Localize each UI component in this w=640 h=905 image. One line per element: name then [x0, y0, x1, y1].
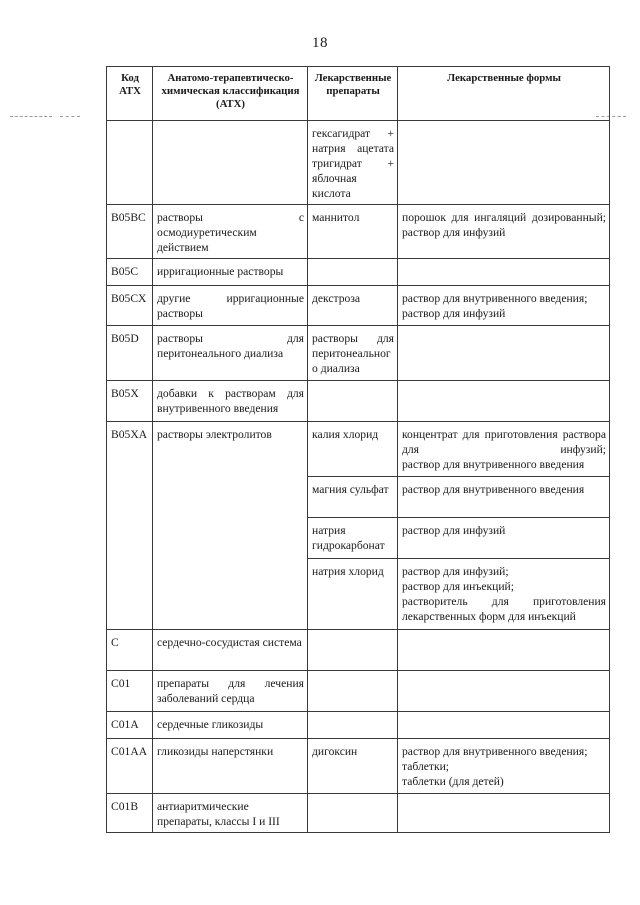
- form-line: растворитель для приготовления лекарственных форм для инъекций: [402, 595, 606, 623]
- form-line: раствор для инфузий;: [402, 565, 509, 578]
- cell-classification: другие ирригационные растворы: [153, 286, 308, 326]
- cell-code: C01B: [107, 794, 153, 833]
- cell-forms: [398, 205, 610, 259]
- form-line: раствор для инфузий: [402, 307, 506, 320]
- cell-classification: добавки к растворам для внутривенного введения: [153, 381, 308, 422]
- cell-code: B05BC: [107, 205, 153, 259]
- table-row: [107, 739, 610, 794]
- form-line: порошок для ингаляций дозированный;: [402, 211, 606, 224]
- form-line: раствор для инъекций;: [402, 580, 514, 593]
- scan-artifact-line: [10, 116, 52, 117]
- table-row: [107, 326, 610, 381]
- atx-table: [106, 66, 610, 833]
- table-row: [107, 630, 610, 671]
- cell-drug: натрия гидрокарбонат: [308, 518, 398, 559]
- cell-forms: [398, 259, 610, 286]
- cell-forms: [398, 630, 610, 671]
- cell-code: B05D: [107, 326, 153, 381]
- cell-code: C01A: [107, 712, 153, 739]
- cell-drug: натрия хлорид: [308, 559, 398, 630]
- table-row: [107, 286, 610, 326]
- cell-forms: [398, 559, 610, 630]
- cell-code: B05CX: [107, 286, 153, 326]
- cell-drug: [308, 630, 398, 671]
- form-line: раствор для инфузий: [402, 226, 506, 239]
- cell-drug: магния сульфат: [308, 477, 398, 518]
- cell-code: C01AA: [107, 739, 153, 794]
- header-drugs: Лекарственные препараты: [308, 67, 398, 121]
- table-header-row: [107, 67, 610, 121]
- cell-drug: [308, 671, 398, 712]
- table-row: [107, 794, 610, 833]
- table-row: [107, 422, 610, 477]
- cell-classification: сердечные гликозиды: [153, 712, 308, 739]
- cell-forms: [398, 381, 610, 422]
- cell-code: B05X: [107, 381, 153, 422]
- cell-code: C01: [107, 671, 153, 712]
- cell-forms: [398, 712, 610, 739]
- cell-drug: дигоксин: [308, 739, 398, 794]
- cell-classification: сердечно-сосудистая система: [153, 630, 308, 671]
- form-line: раствор для внутривенного введения: [402, 483, 585, 496]
- cell-classification: растворы с осмодиуретическим действием: [153, 205, 308, 259]
- cell-classification: [153, 121, 308, 205]
- cell-drug: растворы для перитонеального диализа: [308, 326, 398, 381]
- cell-code: [107, 121, 153, 205]
- scan-artifact-line: [60, 116, 80, 117]
- form-line: раствор для внутривенного введения;: [402, 745, 588, 758]
- header-code: Код АТХ: [107, 67, 153, 121]
- cell-classification: ирригационные растворы: [153, 259, 308, 286]
- form-line: таблетки (для детей): [402, 775, 504, 788]
- form-line: раствор для инфузий: [402, 524, 506, 537]
- cell-forms: [398, 671, 610, 712]
- table-row: [107, 381, 610, 422]
- cell-forms: [398, 794, 610, 833]
- cell-forms: [398, 286, 610, 326]
- table-row: [107, 712, 610, 739]
- cell-classification: препараты для лечения заболеваний сердца: [153, 671, 308, 712]
- cell-classification: антиаритмические препараты, классы I и III: [153, 794, 308, 833]
- form-line: раствор для внутривенного введения;: [402, 292, 588, 305]
- cell-drug: гексагидрат + натрия ацетата тригидрат + яблочная кислота: [308, 121, 398, 205]
- table-row: [107, 259, 610, 286]
- cell-drug: [308, 712, 398, 739]
- cell-code: B05XA: [107, 422, 153, 630]
- cell-drug: [308, 794, 398, 833]
- table-row: [107, 671, 610, 712]
- table-row: [107, 121, 610, 205]
- form-line: таблетки;: [402, 760, 450, 773]
- cell-forms: [398, 121, 610, 205]
- cell-drug: калия хлорид: [308, 422, 398, 477]
- cell-code: B05C: [107, 259, 153, 286]
- cell-forms: [398, 422, 610, 477]
- cell-drug: [308, 259, 398, 286]
- page-number: 18: [312, 35, 328, 51]
- cell-drug: маннитол: [308, 205, 398, 259]
- cell-forms: [398, 518, 610, 559]
- cell-classification: растворы электролитов: [153, 422, 308, 630]
- form-line: концентрат для приготовления раствора для инфузий;: [402, 428, 606, 456]
- cell-forms: [398, 739, 610, 794]
- header-classification: Анатомо-терапевтическо-химическая классификация (АТХ): [153, 67, 308, 121]
- cell-forms: [398, 477, 610, 518]
- table-row: [107, 205, 610, 259]
- cell-forms: [398, 326, 610, 381]
- cell-drug: [308, 381, 398, 422]
- cell-classification: растворы для перитонеального диализа: [153, 326, 308, 381]
- header-forms: Лекарственные формы: [398, 67, 610, 121]
- cell-drug: декстроза: [308, 286, 398, 326]
- form-line: раствор для внутривенного введения: [402, 458, 585, 471]
- cell-code: C: [107, 630, 153, 671]
- cell-classification: гликозиды наперстянки: [153, 739, 308, 794]
